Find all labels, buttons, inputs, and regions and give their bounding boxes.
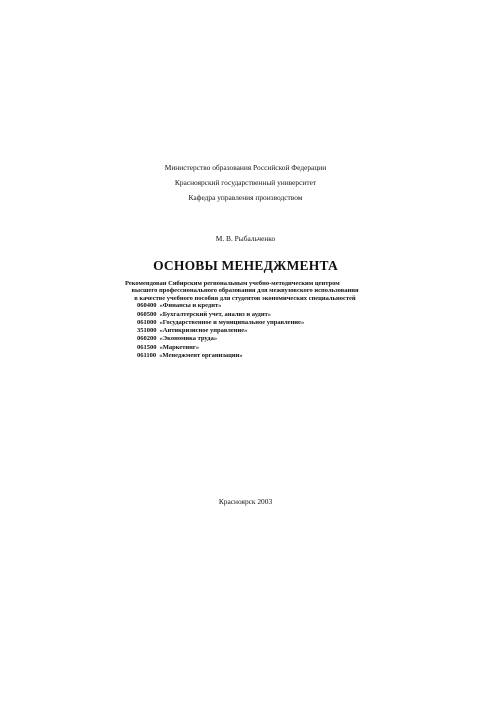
department-line: Кафедра управления производством [188, 193, 303, 202]
specialty-item [137, 311, 365, 319]
specialty-code: 060500 [137, 310, 157, 318]
specialty-name: «Бухгалтерский учет, анализ и аудит» [159, 310, 272, 318]
specialty-code: 061100 [137, 352, 157, 359]
university-line: Красноярский государственный университет [174, 178, 317, 187]
specialty-code: 060200 [137, 335, 157, 343]
specialty-list [125, 302, 365, 360]
recommendation-line: Рекомендован Сибирским региональным учебно-методическим центром [125, 280, 340, 287]
specialty-code: 061500 [137, 343, 157, 351]
ministry-line: Министерство образования Российской Федерации [164, 163, 327, 172]
specialty-code: 060400 [137, 302, 157, 310]
recommendation-line: высшего профессионального образования для межвузовского использования [131, 287, 359, 295]
specialty-name: «Государственное и муниципальное управление» [159, 318, 305, 326]
specialty-name: «Экономика труда» [159, 335, 218, 343]
specialty-code: 351000 [137, 327, 157, 335]
specialty-name: «Антикризисное управление» [159, 327, 248, 335]
specialty-name: «Финансы и кредит» [159, 302, 222, 310]
institution-header [0, 160, 491, 205]
specialty-item [137, 335, 365, 343]
specialty-code: 061000 [137, 318, 157, 326]
city-year: Красноярск 2003 [218, 497, 273, 506]
specialty-item [137, 352, 365, 360]
specialty-name: «Менеджмент организации» [159, 352, 243, 359]
specialty-item [137, 344, 365, 352]
author-name: М. В. Рыбальченко [215, 234, 276, 243]
recommendation-line: в качестве учебного пособия для студентов экономических специальностей [134, 294, 356, 302]
book-title: ОСНОВЫ МЕНЕДЖМЕНТА [153, 258, 338, 273]
specialty-item [137, 327, 365, 335]
specialty-item [137, 302, 365, 310]
recommendation-block [125, 280, 365, 360]
specialty-item [137, 319, 365, 327]
specialty-name: «Маркетинг» [159, 343, 200, 351]
